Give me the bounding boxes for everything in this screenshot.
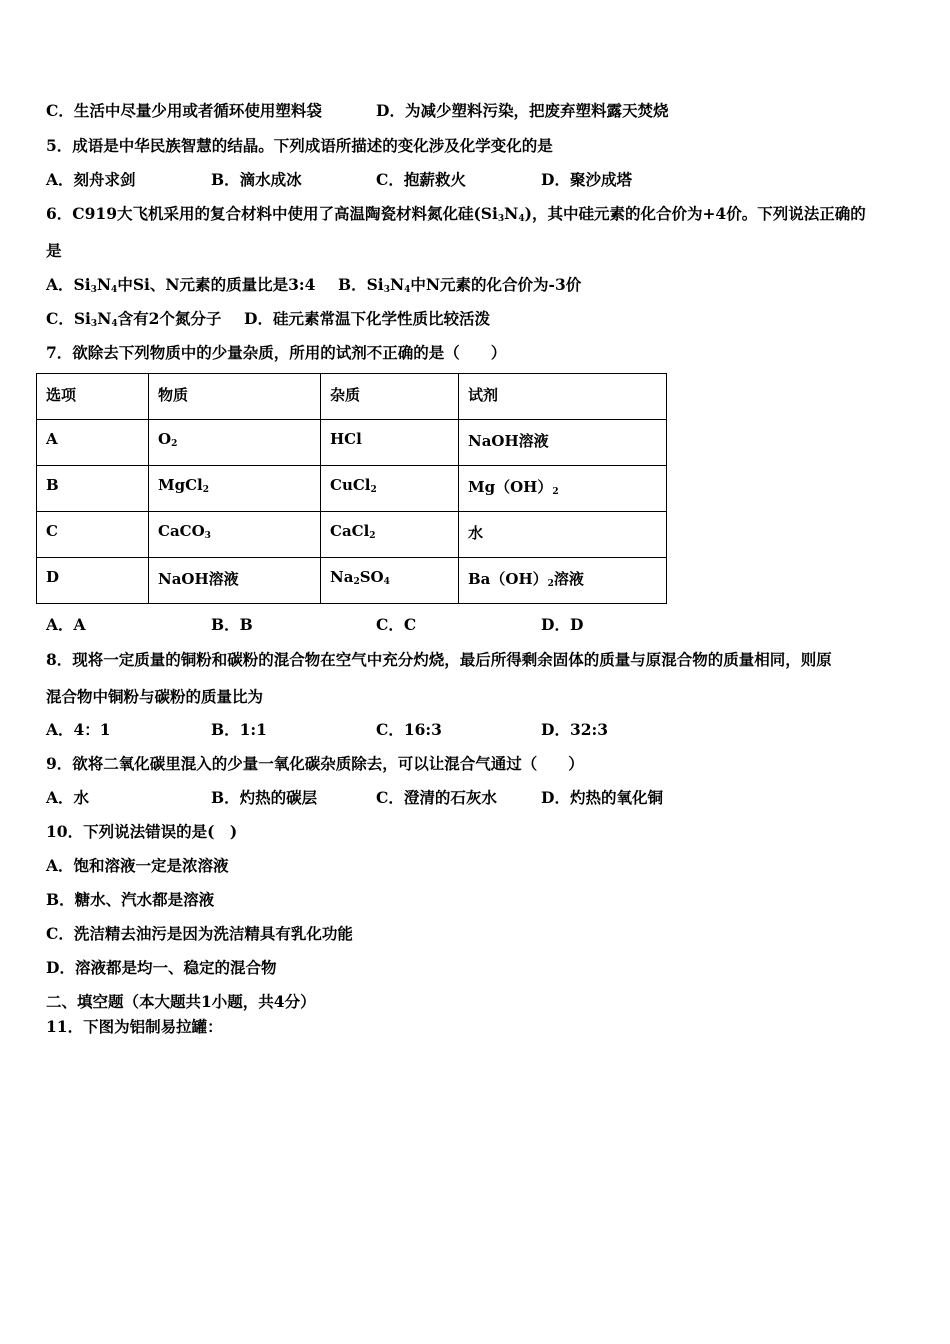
table-cell-reagent: NaOH溶液 (459, 420, 667, 466)
q9-option-d: D．灼热的氧化铜 (541, 788, 663, 807)
section-title: 二、填空题（本大题共1小题，共4分） (46, 992, 316, 1011)
table-row (37, 420, 667, 466)
q9-option-b: B．灼热的碳层 (211, 788, 318, 807)
q6-stem: 6．C919大飞机采用的复合材料中使用了高温陶瓷材料氮化硅$(Si_3N_4)$，其中硅元素的化合价为+4价。下列说法正确的 (46, 204, 866, 224)
q8-option-b: B．1:1 (211, 720, 267, 739)
table-cell-option: C (37, 512, 149, 558)
q9-option-c: C．澄清的石灰水 (376, 788, 497, 807)
q9-option-a: A．水 (46, 788, 90, 807)
table-row (37, 558, 667, 604)
q7-option-d: D．D (541, 615, 584, 634)
q6-option-b: B．$Si_3N_4$中N元素的化合价为-3价 (338, 275, 582, 295)
q7-stem: 7．欲除去下列物质中的少量杂质，所用的试剂不正确的是（ ） (46, 343, 507, 362)
table-cell-substance: MgCl$_2$ (149, 466, 321, 512)
q6-option-a: A．$Si_3N_4$中Si、N元素的质量比是3:4 (46, 275, 316, 295)
table-header-cell: 选项 (37, 374, 149, 420)
q5-option-b: B．滴水成冰 (211, 170, 302, 189)
q7-table (36, 373, 667, 604)
q7-option-c: C．C (376, 615, 417, 634)
q7-option-a: A．A (46, 615, 86, 634)
q5-option-d: D．聚沙成塔 (541, 170, 632, 189)
table-row (37, 512, 667, 558)
table-cell-impurity: HCl (321, 420, 459, 466)
q6-options-row-2 (46, 309, 490, 329)
q10-option-d: D．溶液都是均一、稳定的混合物 (46, 958, 277, 977)
table-cell-option: B (37, 466, 149, 512)
q8-option-c: C．16:3 (376, 720, 442, 739)
q4-option-d: D．为减少塑料污染，把废弃塑料露天焚烧 (376, 101, 669, 120)
table-cell-reagent: $Ba(OH)_2$溶液 (459, 558, 667, 604)
q10-option-c: C．洗洁精去油污是因为洗洁精具有乳化功能 (46, 924, 353, 943)
q6-options-row-1 (46, 275, 581, 295)
q10-option-b: B．糖水、汽水都是溶液 (46, 890, 215, 909)
q5-option-a: A．刻舟求剑 (46, 170, 136, 189)
table-cell-option: A (37, 420, 149, 466)
q4-option-c: C．生活中尽量少用或者循环使用塑料袋 (46, 101, 322, 120)
q11-stem: 11．下图为铝制易拉罐： (46, 1017, 223, 1036)
table-cell-option: D (37, 558, 149, 604)
q8-option-d: D．32:3 (541, 720, 609, 739)
q8-stem-continuation: 混合物中铜粉与碳粉的质量比为 (46, 687, 264, 706)
table-cell-substance: NaOH溶液 (149, 558, 321, 604)
table-cell-impurity: CaCl$_2$ (321, 512, 459, 558)
q6-option-d: D．硅元素常温下化学性质比较活泼 (244, 309, 490, 328)
q9-stem: 9．欲将二氧化碳里混入的少量一氧化碳杂质除去，可以让混合气通过（ ） (46, 754, 584, 773)
q6-stem-continuation: 是 (46, 241, 62, 260)
q6-option-c: C．$Si_3N_4$含有2个氮分子 (46, 309, 222, 329)
q7-options-row (46, 615, 583, 635)
table-header-cell: 试剂 (459, 374, 667, 420)
table-cell-substance: CaCO$_3$ (149, 512, 321, 558)
table-cell-substance: $O_2$ (149, 420, 321, 466)
table-header-cell: 物质 (149, 374, 321, 420)
table-cell-impurity: CuCl$_2$ (321, 466, 459, 512)
q5-stem: 5．成语是中华民族智慧的结晶。下列成语所描述的变化涉及化学变化的是 (46, 136, 553, 155)
q4-options-row (46, 101, 668, 121)
table-cell-reagent: 水 (459, 512, 667, 558)
table-cell-impurity: $Na_2SO_4$ (321, 558, 459, 604)
q7-option-b: B．B (211, 615, 253, 634)
table-header-cell: 杂质 (321, 374, 459, 420)
q10-option-a: A．饱和溶液一定是浓溶液 (46, 856, 229, 875)
q8-option-a: A．4：1 (46, 720, 111, 739)
q5-option-c: C．抱薪救火 (376, 170, 466, 189)
q9-options-row (46, 788, 663, 808)
table-row (37, 466, 667, 512)
q8-options-row (46, 720, 608, 740)
table-cell-reagent: $Mg(OH)_2$ (459, 466, 667, 512)
q5-options-row (46, 170, 632, 190)
table-header-row (37, 374, 667, 420)
q8-stem: 8．现将一定质量的铜粉和碳粉的混合物在空气中充分灼烧，最后所得剩余固体的质量与原混合物的质量相同，则原 (46, 650, 832, 669)
q10-stem: 10．下列说法错误的是( ) (46, 822, 238, 841)
